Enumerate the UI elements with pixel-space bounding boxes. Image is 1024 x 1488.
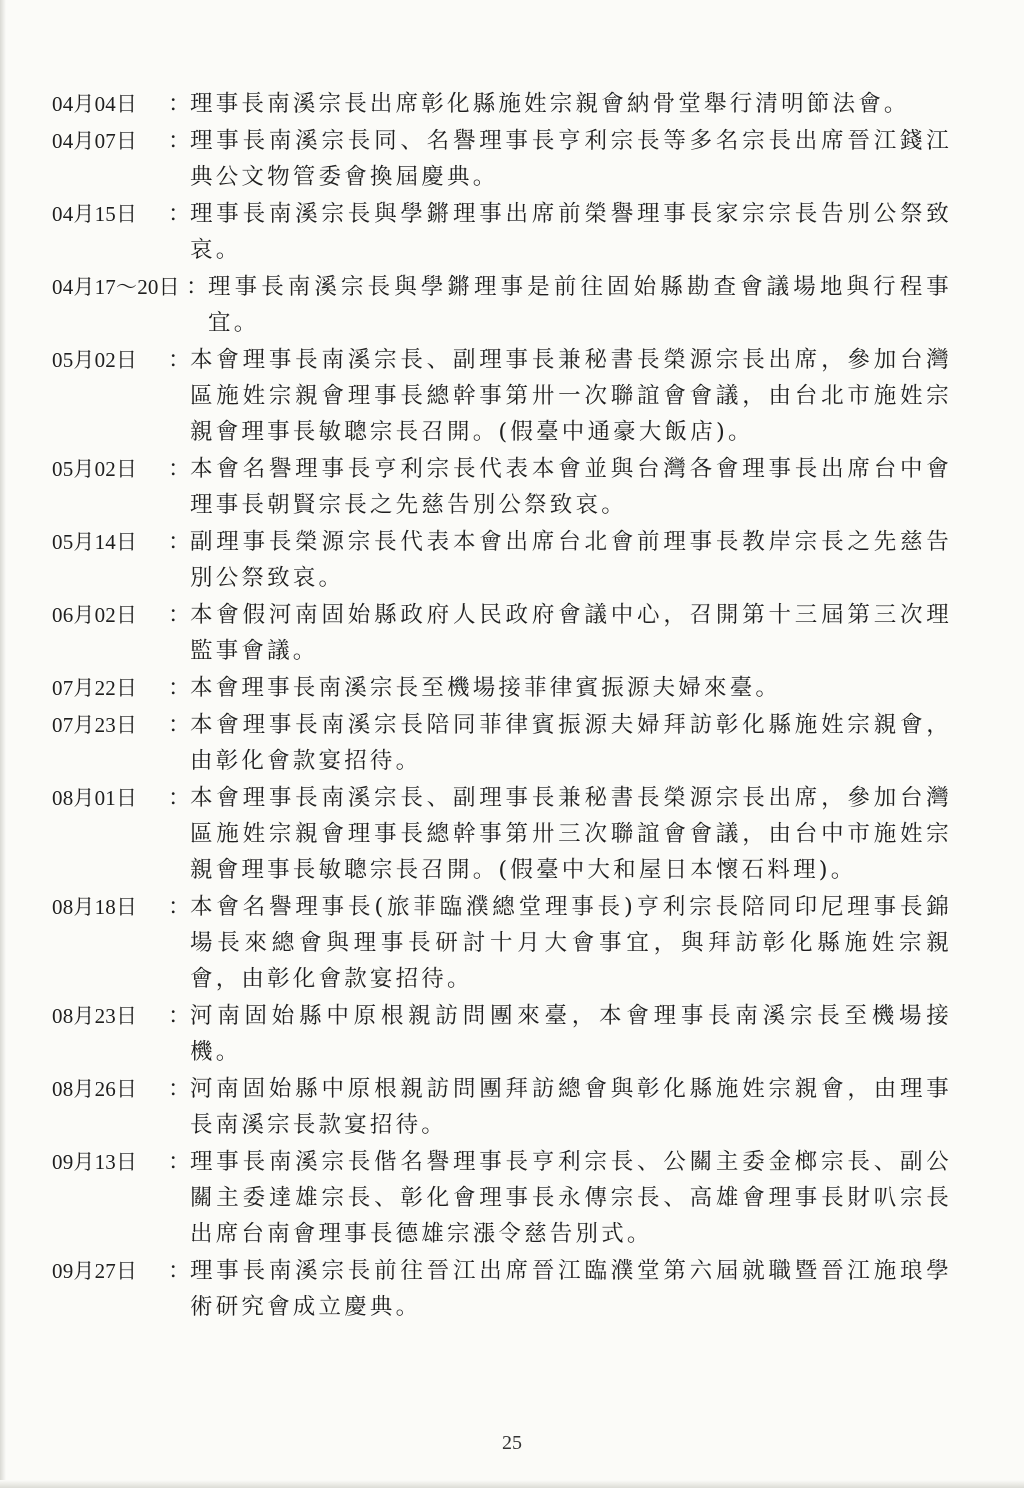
event-description: 本會名譽理事長(旅菲臨濮總堂理事長)亨利宗長陪同印尼理事長錦場長來總會與理事長研討十月大會事宜，與拜訪彰化縣施姓宗親會，由彰化會款宴招待。 [190,894,952,992]
event-entry [52,670,952,706]
event-date: 04月07日 [52,129,138,153]
event-entry [52,597,952,669]
event-colon: ： [168,347,191,373]
event-colon: ： [168,602,191,628]
event-entry [52,524,952,596]
page-edge-shadow [0,0,6,1488]
event-description: 本會理事長南溪宗長、副理事長兼秘書長榮源宗長出席，參加台灣區施姓宗親會理事長總幹事第卅一次聯誼會會議，由台北市施姓宗親會理事長敏聰宗長召開。(假臺中通豪大飯店)。 [190,347,952,445]
event-date: 05月14日 [52,530,138,554]
event-description: 理事長南溪宗長出席彰化縣施姓宗親會納骨堂舉行清明節法會。 [190,91,910,117]
event-description: 理事長南溪宗長偕名譽理事長亨利宗長、公關主委金榔宗長、副公關主委達雄宗長、彰化會理事長永傳宗長、高雄會理事長財叭宗長出席台南會理事長德雄宗漲令慈告別式。 [190,1149,952,1247]
event-entry [52,707,952,779]
event-date: 09月27日 [52,1259,138,1283]
event-date: 07月22日 [52,676,138,700]
event-date: 04月04日 [52,92,138,116]
event-colon: ： [168,1076,191,1102]
event-colon: ： [168,529,191,555]
event-entry [52,1253,952,1325]
event-colon: ： [168,894,191,920]
page-bottom-shadow [0,1480,1024,1488]
event-date: 09月13日 [52,1150,138,1174]
event-description: 副理事長榮源宗長代表本會出席台北會前理事長教岸宗長之先慈告別公祭致哀。 [190,529,952,591]
event-colon: ： [168,456,191,482]
event-colon: ： [186,274,209,300]
event-date: 05月02日 [52,457,138,481]
event-entry [52,196,952,268]
event-entry [52,780,952,888]
event-description: 本會理事長南溪宗長、副理事長兼秘書長榮源宗長出席，參加台灣區施姓宗親會理事長總幹事第卅三次聯誼會會議，由台中市施姓宗親會理事長敏聰宗長召開。(假臺中大和屋日本懷石料理)。 [190,785,952,883]
event-date: 08月26日 [52,1077,138,1101]
event-date: 06月02日 [52,603,138,627]
event-entry [52,998,952,1070]
event-description: 本會理事長南溪宗長至機場接菲律賓振源夫婦來臺。 [190,675,782,701]
event-colon: ： [168,128,191,154]
event-description: 河南固始縣中原根親訪問團拜訪總會與彰化縣施姓宗親會，由理事長南溪宗長款宴招待。 [190,1076,952,1138]
event-description: 本會理事長南溪宗長陪同菲律賓振源夫婦拜訪彰化縣施姓宗親會，由彰化會款宴招待。 [190,712,952,774]
event-entry [52,889,952,997]
event-colon: ： [168,1149,191,1175]
event-date: 05月02日 [52,348,138,372]
event-colon: ： [168,1258,191,1284]
event-entry [52,451,952,523]
event-description: 河南固始縣中原根親訪問團來臺，本會理事長南溪宗長至機場接機。 [190,1003,952,1065]
event-log [52,86,952,1326]
event-colon: ： [168,91,191,117]
event-description: 本會名譽理事長亨利宗長代表本會並與台灣各會理事長出席台中會理事長朝賢宗長之先慈告別公祭致哀。 [190,456,952,518]
event-colon: ： [168,201,191,227]
event-colon: ： [168,712,191,738]
event-entry [52,1144,952,1252]
event-date: 08月23日 [52,1004,138,1028]
event-entry [52,86,952,122]
event-entry [52,342,952,450]
page-number: 25 [502,1432,522,1454]
event-date: 08月18日 [52,895,138,919]
event-entry [52,269,952,341]
event-date: 04月15日 [52,202,138,226]
event-entry [52,123,952,195]
event-description: 理事長南溪宗長與學鏘理事是前往固始縣勘查會議場地與行程事宜。 [208,274,952,336]
event-description: 本會假河南固始縣政府人民政府會議中心，召開第十三屆第三次理監事會議。 [190,602,952,664]
event-date: 07月23日 [52,713,138,737]
event-description: 理事長南溪宗長同、名譽理事長亨利宗長等多名宗長出席晉江錢江典公文物管委會換屆慶典。 [190,128,952,190]
event-entry [52,1071,952,1143]
event-colon: ： [168,675,191,701]
event-date: 08月01日 [52,786,138,810]
event-description: 理事長南溪宗長前往晉江出席晉江臨濮堂第六屆就職暨晉江施琅學術研究會成立慶典。 [190,1258,952,1320]
event-description: 理事長南溪宗長與學鏘理事出席前榮譽理事長家宗宗長告別公祭致哀。 [190,201,952,263]
event-date: 04月17～20日 [52,275,180,299]
event-colon: ： [168,785,191,811]
event-colon: ： [168,1003,191,1029]
